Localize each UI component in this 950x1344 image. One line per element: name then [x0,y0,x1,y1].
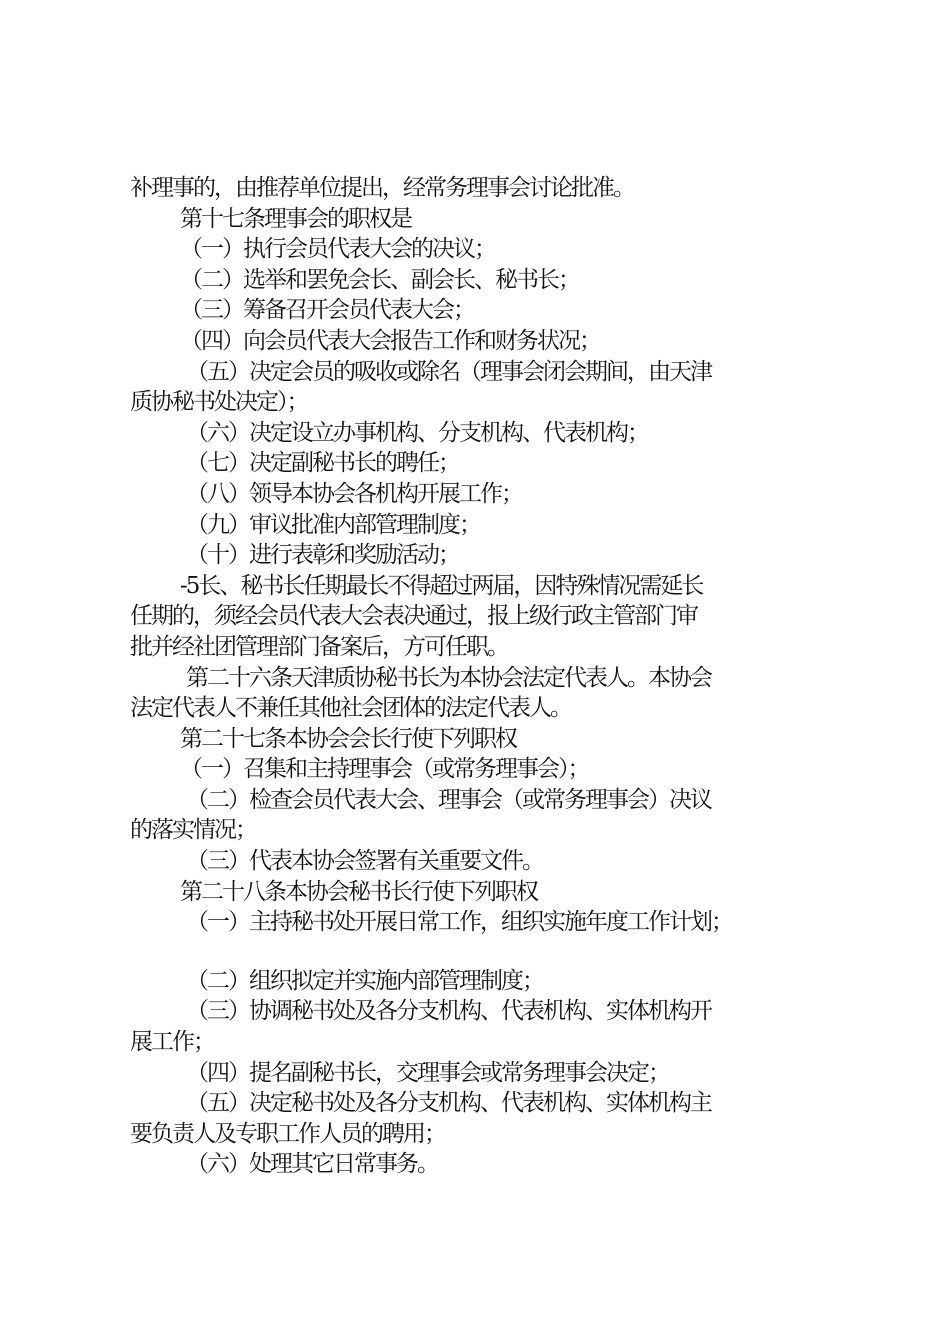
list-item: （二）检查会员代表大会、理事会（或常务理事会）决议 [186,786,711,813]
list-item: （三）协调秘书处及各分支机构、代表机构、实体机构开 [186,998,711,1025]
list-item: （一）执行会员代表大会的决议； [180,236,495,263]
list-item: （三）筹备召开会员代表大会； [180,297,474,324]
list-item: （六）决定设立办事机构、分支机构、代表机构； [186,419,648,446]
article-28-heading: 第二十八条本协会秘书长行使下列职权 [180,878,537,905]
text-line: 的落实情况； [130,817,256,844]
list-item: （十）进行表彰和奖励活动； [186,542,459,569]
text-line: 展工作； [130,1029,214,1056]
list-item: （二）组织拟定并实施内部管理制度； [186,967,543,994]
list-item: （五）决定秘书处及各分支机构、代表机构、实体机构主 [186,1090,711,1117]
list-item: （一）主持秘书处开展日常工作，组织实施年度工作计划； [186,909,732,936]
text-line: 补理事的，由推荐单位提出，经常务理事会讨论批准。 [130,175,634,201]
list-item: （一）召集和主持理事会（或常务理事会）； [180,756,589,783]
list-item: （四）提名副秘书长，交理事会或常务理事会决定； [186,1059,669,1086]
list-item: （三）代表本协会签署有关重要文件。 [186,848,543,875]
text-line: 批并经社团管理部门备案后，方可任职。 [130,633,508,660]
list-item: （六）处理其它日常事务。 [186,1151,438,1178]
text-line: 法定代表人不兼任其他社会团体的法定代表人。 [130,695,571,722]
article-17-heading: 第十七条理事会的职权是 [180,205,411,232]
article-26-text: 第二十六条天津质协秘书长为本协会法定代表人。本协会 [186,664,711,691]
blank-gap [130,938,850,966]
text-line: 任期的，须经会员代表大会表决通过，报上级行政主管部门审 [130,603,697,630]
article-27-heading: 第二十七条本协会会长行使下列职权 [180,725,516,752]
list-item: （九）审议批准内部管理制度； [186,511,480,538]
list-item: （八）领导本协会各机构开展工作； [186,480,522,507]
text-line: -5长、秘书长任期最长不得超过两届，因特殊情况需延长 [180,572,703,599]
document-body [130,173,850,1180]
list-item: （五）决定会员的吸收或除名（理事会闭会期间，由天津 [186,358,711,385]
list-item: （四）向会员代表大会报告工作和财务状况； [180,327,600,354]
text-line: 质协秘书处决定）； [130,389,308,416]
text-line: 要负责人及专职工作人员的聘用； [130,1120,445,1147]
list-item: （二）选举和罢免会长、副会长、秘书长； [180,266,579,293]
list-item: （七）决定副秘书长的聘任； [186,450,459,477]
